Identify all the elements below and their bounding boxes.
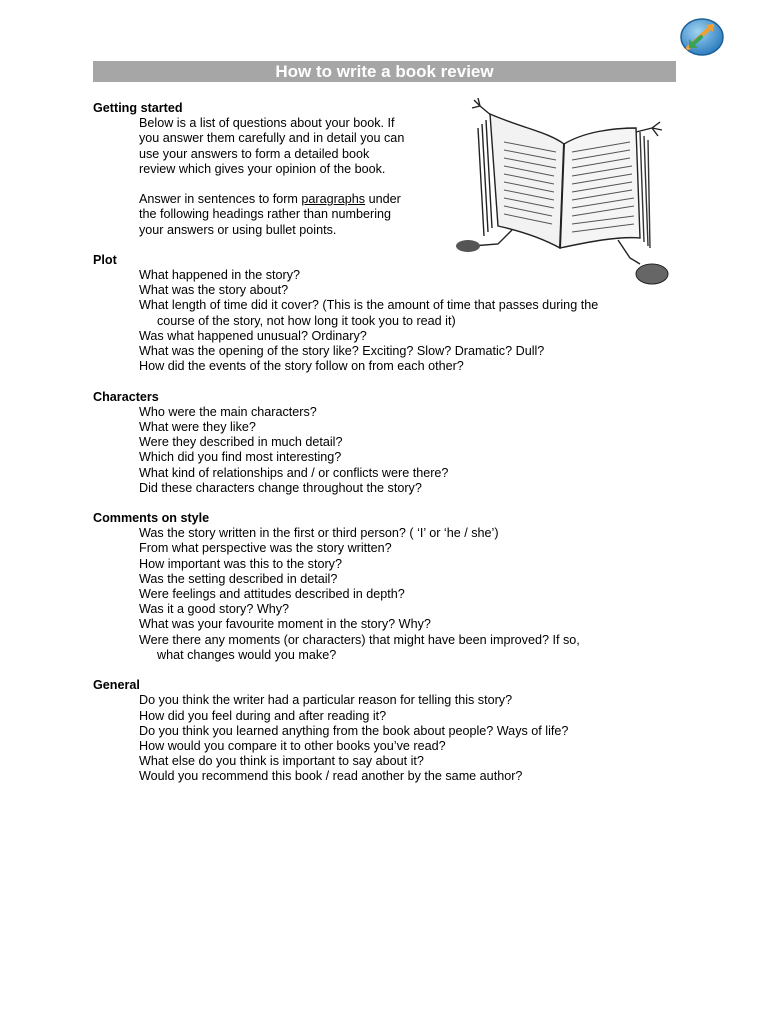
question-line: How important was this to the story?: [139, 556, 342, 571]
text-segment: Answer in sentences to form: [139, 192, 302, 207]
section-getting-started: [93, 101, 683, 253]
question-line: How did the events of the story follow on from each other?: [139, 359, 464, 374]
question-line: What were they like?: [139, 419, 256, 434]
section-heading: General: [93, 678, 140, 693]
section-heading: Comments on style: [93, 511, 210, 526]
text-line: use your answers to form a detailed book: [139, 146, 370, 161]
text-line: the following headings rather than numbering: [139, 207, 392, 222]
section-heading: Plot: [93, 252, 117, 267]
question-line: Were they described in much detail?: [139, 435, 343, 450]
question-line: What length of time did it cover? (This is the amount of time that passes during the: [139, 298, 599, 313]
question-line: From what perspective was the story written?: [139, 541, 392, 556]
text-line: your answers or using bullet points.: [139, 222, 337, 237]
question-line: Was it a good story? Why?: [139, 602, 290, 617]
question-line: what changes would you make?: [157, 647, 337, 662]
section-comments-on-style: [93, 511, 683, 678]
question-line: Did these characters change throughout the story?: [139, 480, 422, 495]
question-line: course of the story, not how long it took you to read it): [157, 313, 456, 328]
question-line: Do you think you learned anything from the book about people? Ways of life?: [139, 723, 569, 738]
text-line: review which gives your opinion of the book.: [139, 161, 386, 176]
text-segment: under: [365, 192, 401, 207]
text-line: Below is a list of questions about your book. If: [139, 116, 395, 131]
question-line: Do you think the writer had a particular reason for telling this story?: [139, 693, 513, 708]
question-line: What happened in the story?: [139, 268, 301, 283]
question-line: Was the story written in the first or third person? ( ‘I’ or ‘he / she’): [139, 526, 499, 541]
document-body: [93, 101, 683, 784]
question-line: What was your favourite moment in the story? Why?: [139, 617, 431, 632]
question-line: How would you compare it to other books you’ve read?: [139, 738, 446, 753]
section-general: [93, 678, 683, 784]
section-characters: [93, 390, 683, 512]
text-line: [93, 192, 683, 207]
section-heading: Characters: [93, 389, 159, 404]
page-title: How to write a book review: [93, 61, 676, 82]
question-line: Were there any moments (or characters) that might have been improved? If so,: [139, 632, 580, 647]
question-line: Who were the main characters?: [139, 404, 317, 419]
question-line: Was the setting described in detail?: [139, 571, 338, 586]
question-line: Was what happened unusual? Ordinary?: [139, 328, 367, 343]
question-line: What else do you think is important to say about it?: [139, 754, 424, 769]
text-line: you answer them carefully and in detail you can: [139, 131, 405, 146]
question-line: Which did you find most interesting?: [139, 450, 342, 465]
globe-arrows-icon: [679, 17, 725, 57]
question-line: What was the opening of the story like? Exciting? Slow? Dramatic? Dull?: [139, 344, 545, 358]
question-line: What kind of relationships and / or conflicts were there?: [139, 465, 449, 480]
paragraphs-link[interactable]: paragraphs: [301, 192, 366, 207]
question-line: Were feelings and attitudes described in depth?: [139, 587, 405, 601]
question-line: Would you recommend this book / read another by the same author?: [139, 769, 523, 784]
question-line: How did you feel during and after reading it?: [139, 708, 387, 723]
section-plot: [93, 253, 683, 390]
question-line: What was the story about?: [139, 283, 289, 298]
section-heading: Getting started: [93, 101, 183, 115]
